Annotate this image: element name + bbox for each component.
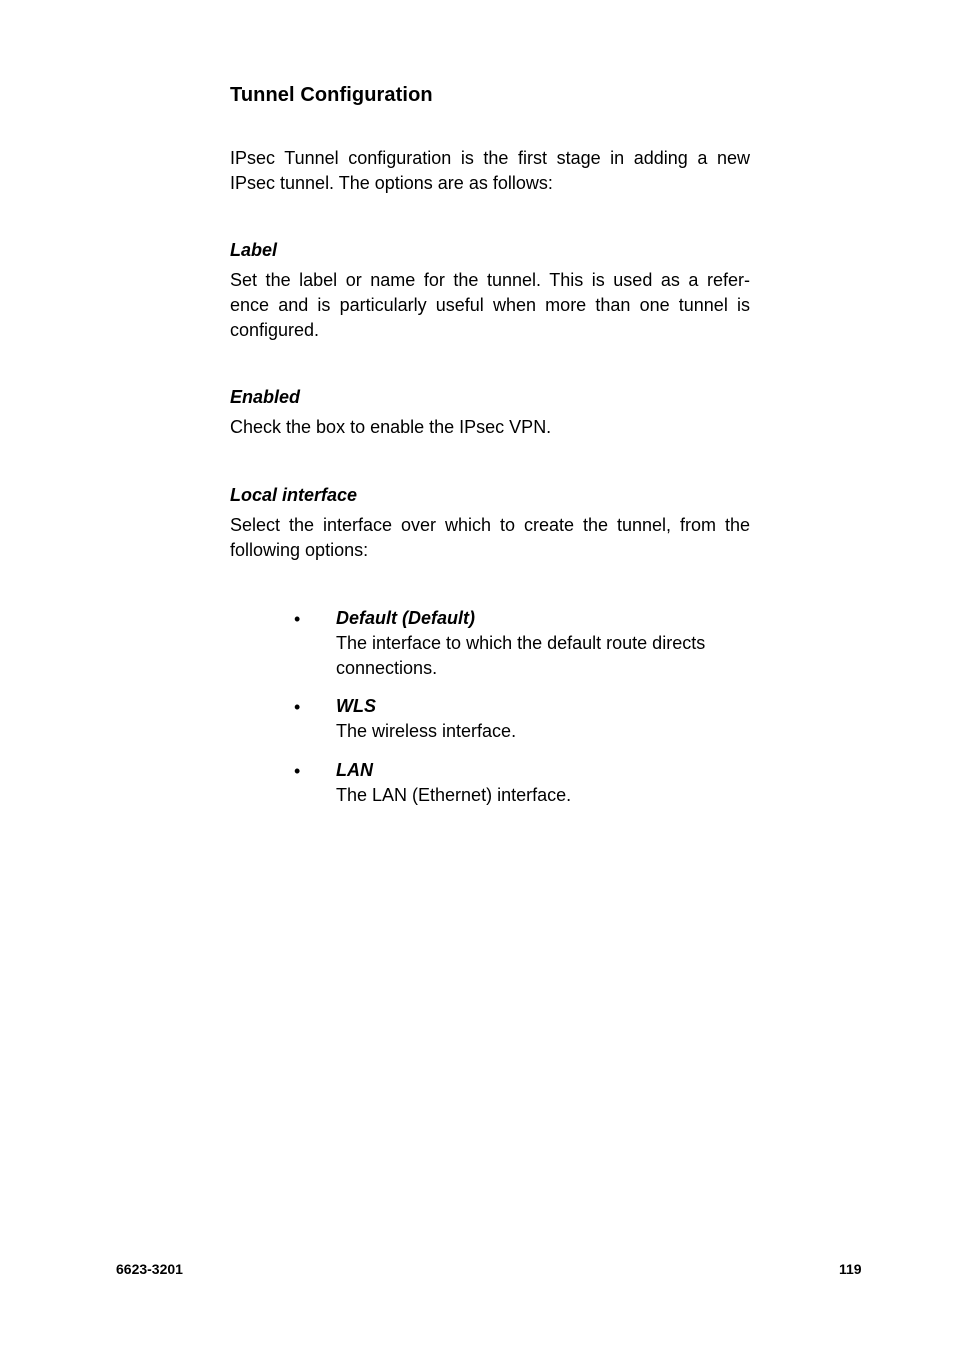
option-description (336, 719, 746, 744)
intro-line: IPsec tunnel. The options are as follows: (230, 173, 553, 193)
section-line: configured. (230, 320, 320, 340)
section-line: Set the label or name for the tunnel. This is used as a refer- (230, 270, 750, 290)
section-line: ence and is particularly useful when more than one tunnel is (230, 295, 750, 315)
section-line: Check the box to enable the IPsec VPN. (230, 417, 552, 437)
option-line: The interface to which the default route directs (336, 633, 706, 653)
option-description (336, 631, 746, 681)
page-title: Tunnel Configuration (230, 84, 433, 106)
footer-page-number: 119 (839, 1261, 862, 1277)
bullet-icon: • (294, 697, 301, 717)
bullet-icon: • (294, 609, 301, 629)
option-description (336, 783, 746, 808)
section-body-enabled (230, 415, 750, 440)
section-line: Select the interface over which to create the tunnel, from the (230, 515, 750, 535)
option-line: The wireless interface. (336, 721, 517, 741)
option-title: LAN (336, 760, 373, 780)
option-line: The LAN (Ethernet) interface. (336, 785, 572, 805)
option-title: WLS (336, 696, 376, 716)
option-item-default (336, 606, 746, 681)
bullet-icon: • (294, 761, 301, 781)
option-item-lan (336, 758, 746, 808)
footer-doc-number: 6623-3201 (116, 1261, 183, 1277)
section-heading-enabled: Enabled (230, 387, 301, 407)
option-item-wls (336, 694, 746, 744)
option-line: connections. (336, 658, 438, 678)
option-title: Default (Default) (336, 608, 475, 628)
section-heading-local-interface: Local interface (230, 485, 358, 505)
section-line: following options: (230, 540, 369, 560)
intro-paragraph (230, 146, 750, 196)
section-body-local-interface (230, 513, 750, 563)
section-body-label (230, 268, 750, 343)
intro-line: IPsec Tunnel configuration is the first stage in adding a new (230, 148, 750, 168)
section-heading-label: Label (230, 240, 278, 260)
